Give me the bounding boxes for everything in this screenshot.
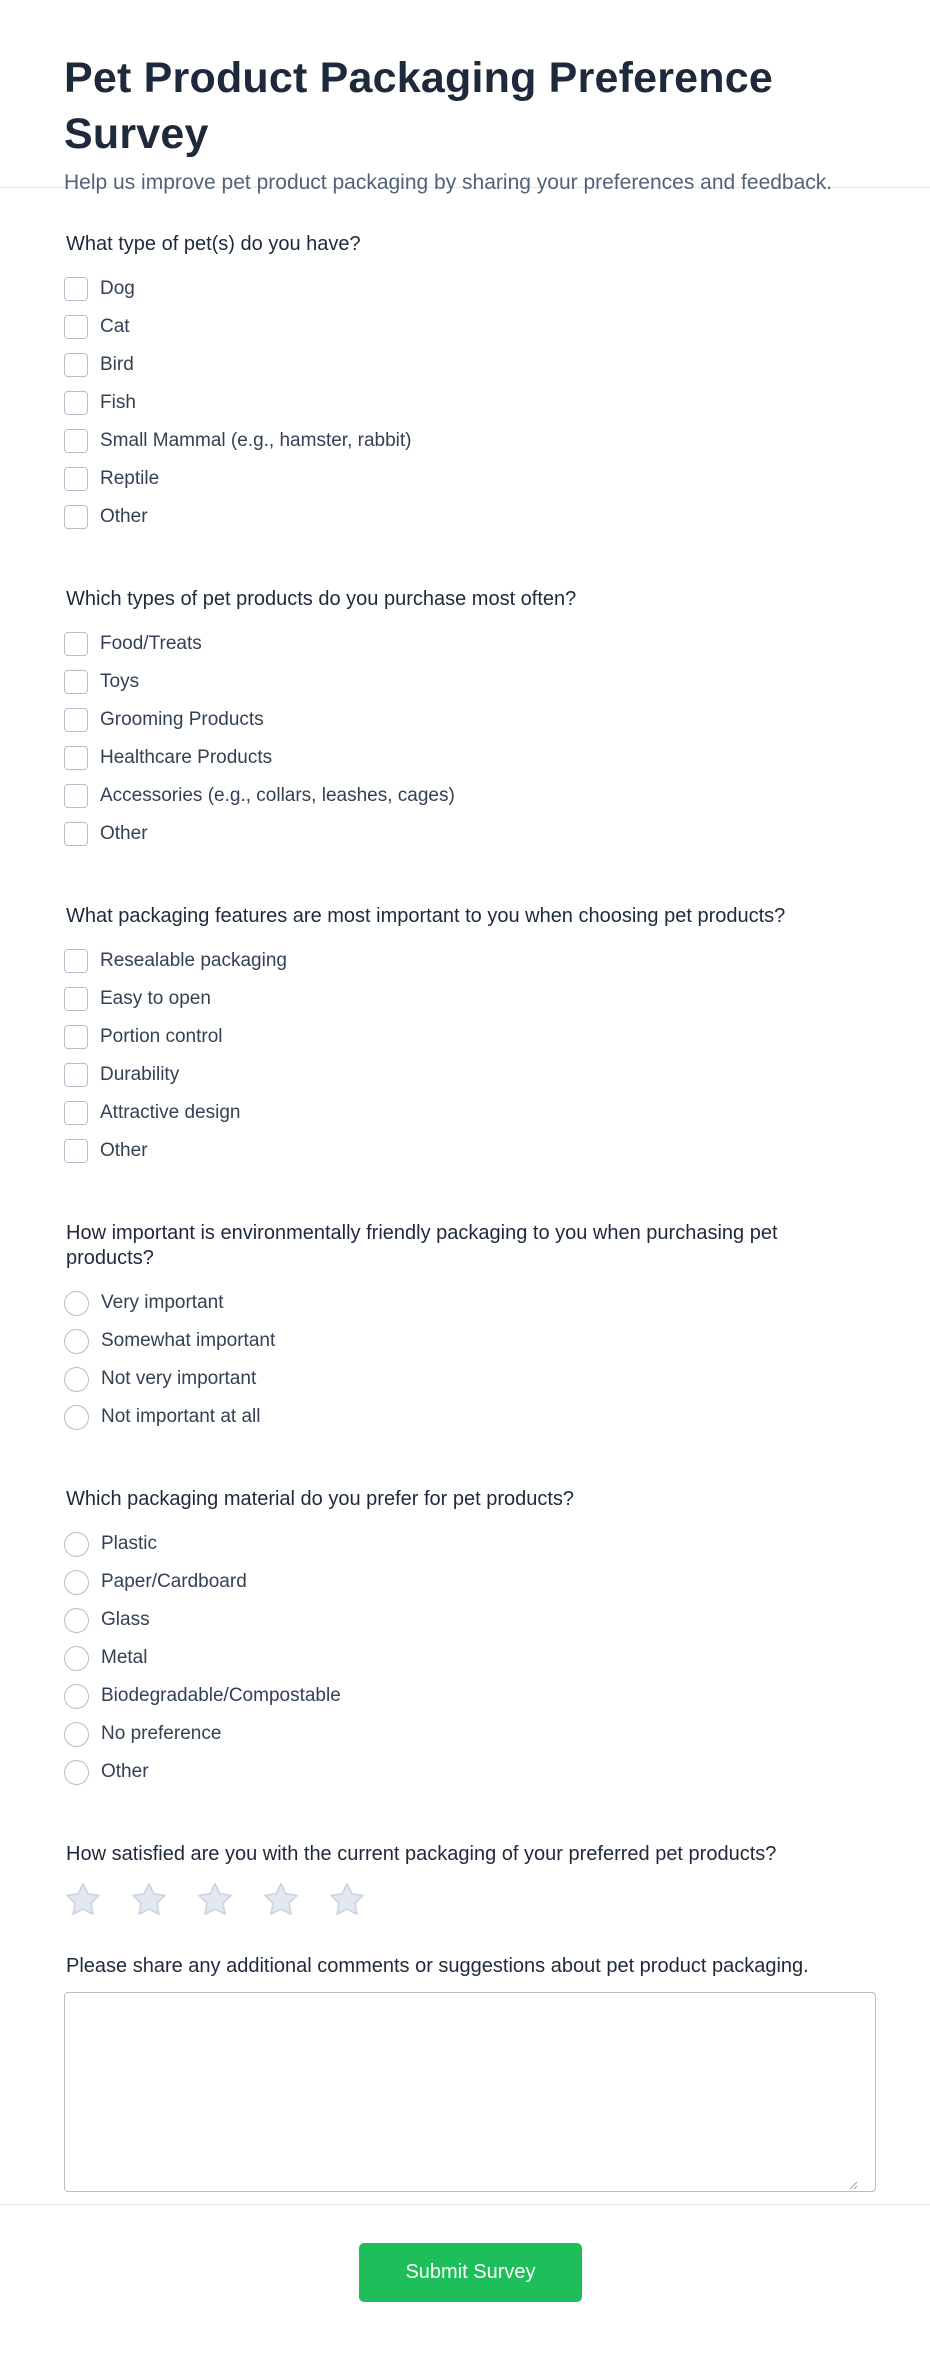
radio-button[interactable] [64, 1367, 89, 1392]
page-title: Pet Product Packaging Preference Survey [64, 54, 773, 158]
option-label: Glass [101, 1609, 150, 1630]
option-row[interactable] [66, 1639, 864, 1677]
option-label: Other [100, 823, 148, 844]
checkbox[interactable] [64, 784, 88, 808]
checkbox[interactable] [64, 746, 88, 770]
checkbox[interactable] [64, 1025, 88, 1049]
option-label: Cat [100, 316, 130, 337]
resize-grip-icon[interactable] [848, 2180, 858, 2190]
option-list [66, 942, 864, 1170]
question-1 [66, 232, 864, 536]
option-label: Other [100, 506, 148, 527]
submit-survey-button[interactable]: Submit Survey [359, 2243, 582, 2302]
option-label: Biodegradable/Compostable [101, 1685, 341, 1706]
question-title: What type of pet(s) do you have? [66, 233, 361, 255]
option-label: Attractive design [100, 1102, 241, 1123]
question-title: Which packaging material do you prefer for pet products? [66, 1488, 575, 1510]
star-icon[interactable] [327, 1880, 367, 1920]
option-row[interactable] [66, 815, 864, 853]
option-row[interactable] [66, 701, 864, 739]
checkbox[interactable] [64, 987, 88, 1011]
option-label: Portion control [100, 1026, 223, 1047]
question-5 [66, 1487, 864, 1791]
radio-button[interactable] [64, 1608, 89, 1633]
star-icon[interactable] [261, 1880, 301, 1920]
checkbox[interactable] [64, 708, 88, 732]
option-row[interactable] [66, 270, 864, 308]
option-label: Plastic [101, 1533, 157, 1554]
option-label: Somewhat important [101, 1330, 276, 1351]
star-icon[interactable] [195, 1880, 235, 1920]
radio-button[interactable] [64, 1570, 89, 1595]
checkbox[interactable] [64, 467, 88, 491]
radio-button[interactable] [64, 1291, 89, 1316]
checkbox[interactable] [64, 670, 88, 694]
star-rating [66, 1880, 864, 1920]
option-label: Not very important [101, 1368, 257, 1389]
checkbox[interactable] [64, 277, 88, 301]
option-label: Metal [101, 1647, 148, 1668]
question-4 [66, 1221, 864, 1436]
checkbox[interactable] [64, 429, 88, 453]
option-row[interactable] [66, 625, 864, 663]
question-2 [66, 587, 864, 853]
option-row[interactable] [66, 460, 864, 498]
radio-button[interactable] [64, 1405, 89, 1430]
form-footer [0, 2204, 930, 2353]
question-title: What packaging features are most important to you when choosing pet products? [66, 905, 786, 927]
option-row[interactable] [66, 942, 864, 980]
question-rating [66, 1842, 864, 1920]
checkbox[interactable] [64, 315, 88, 339]
option-row[interactable] [66, 739, 864, 777]
option-list [66, 625, 864, 853]
option-row[interactable] [66, 1563, 864, 1601]
option-row[interactable] [66, 663, 864, 701]
question-title: Please share any additional comments or suggestions about pet product packaging. [66, 1955, 809, 1977]
option-row[interactable] [66, 1601, 864, 1639]
option-label: Paper/Cardboard [101, 1571, 247, 1592]
checkbox[interactable] [64, 1139, 88, 1163]
radio-button[interactable] [64, 1684, 89, 1709]
option-row[interactable] [66, 422, 864, 460]
checkbox[interactable] [64, 505, 88, 529]
radio-button[interactable] [64, 1760, 89, 1785]
option-label: Very important [101, 1292, 224, 1313]
option-row[interactable] [66, 384, 864, 422]
option-row[interactable] [66, 308, 864, 346]
option-row[interactable] [66, 1094, 864, 1132]
radio-button[interactable] [64, 1646, 89, 1671]
option-list [66, 1525, 864, 1791]
option-row[interactable] [66, 1677, 864, 1715]
checkbox[interactable] [64, 353, 88, 377]
star-icon[interactable] [129, 1880, 169, 1920]
option-row[interactable] [66, 1284, 864, 1322]
checkbox[interactable] [64, 391, 88, 415]
question-title: Which types of pet products do you purchase most often? [66, 588, 577, 610]
option-label: Food/Treats [100, 633, 202, 654]
option-row[interactable] [66, 1753, 864, 1791]
option-label: Other [101, 1761, 149, 1782]
option-row[interactable] [66, 346, 864, 384]
page-subtitle: Help us improve pet product packaging by sharing your preferences and feedback. [64, 171, 833, 194]
option-row[interactable] [66, 1056, 864, 1094]
option-label: Dog [100, 278, 135, 299]
option-label: Durability [100, 1064, 180, 1085]
question-comments [66, 1954, 864, 2197]
option-label: Easy to open [100, 988, 211, 1009]
radio-button[interactable] [64, 1722, 89, 1747]
comments-textarea[interactable] [64, 1992, 876, 2192]
checkbox[interactable] [64, 822, 88, 846]
option-label: Reptile [100, 468, 160, 489]
option-label: Bird [100, 354, 134, 375]
radio-button[interactable] [64, 1329, 89, 1354]
option-row[interactable] [66, 1398, 864, 1436]
option-row[interactable] [66, 1132, 864, 1170]
option-row[interactable] [66, 1715, 864, 1753]
option-label: Grooming Products [100, 709, 264, 730]
option-label: Fish [100, 392, 136, 413]
option-row[interactable] [66, 1322, 864, 1360]
option-label: Not important at all [101, 1406, 261, 1427]
comments-wrapper [64, 1992, 864, 2197]
option-label: Resealable packaging [100, 950, 287, 971]
option-label: Other [100, 1140, 148, 1161]
option-row[interactable] [66, 1525, 864, 1563]
option-row[interactable] [66, 1360, 864, 1398]
survey-form [0, 188, 930, 2197]
question-title: How satisfied are you with the current packaging of your preferred pet products? [66, 1843, 777, 1865]
option-list [66, 270, 864, 536]
radio-button[interactable] [64, 1532, 89, 1557]
checkbox[interactable] [64, 949, 88, 973]
checkbox[interactable] [64, 1101, 88, 1125]
option-label: No preference [101, 1723, 222, 1744]
option-row[interactable] [66, 1018, 864, 1056]
option-list [66, 1284, 864, 1436]
option-label: Toys [100, 671, 140, 692]
option-label: Accessories (e.g., collars, leashes, cages) [100, 785, 455, 806]
option-row[interactable] [66, 777, 864, 815]
option-label: Small Mammal (e.g., hamster, rabbit) [100, 430, 412, 451]
survey-header [0, 0, 930, 194]
option-row[interactable] [66, 980, 864, 1018]
question-3 [66, 904, 864, 1170]
checkbox[interactable] [64, 1063, 88, 1087]
checkbox[interactable] [64, 632, 88, 656]
option-row[interactable] [66, 498, 864, 536]
star-icon[interactable] [63, 1880, 103, 1920]
question-list [66, 232, 864, 1791]
question-title: How important is environmentally friendly packaging to you when purchasing pet products? [66, 1222, 778, 1269]
option-label: Healthcare Products [100, 747, 273, 768]
